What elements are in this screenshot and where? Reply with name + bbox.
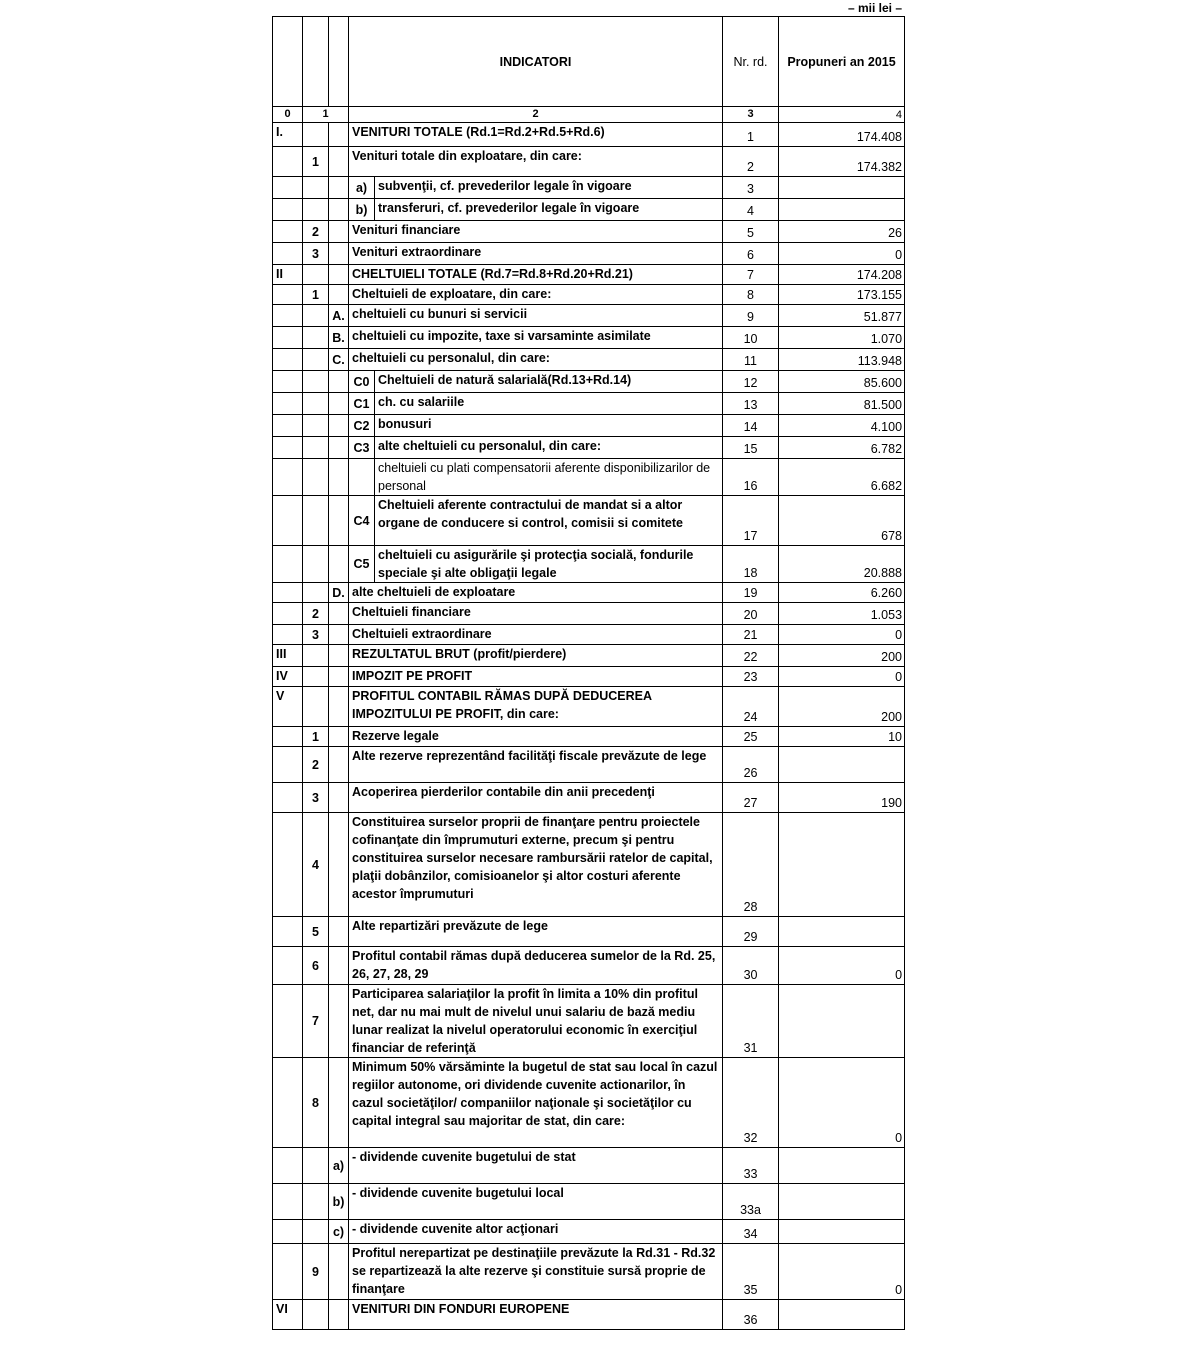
row-letter [329, 917, 349, 947]
row-letter [329, 645, 349, 667]
row-letter: b) [329, 1184, 349, 1220]
row-roman-numeral: I. [273, 123, 303, 147]
row-letter: a) [329, 1148, 349, 1184]
row-indicator-text: transferuri, cf. prevederilor legale în vigoare [375, 199, 723, 221]
row-nr-rd: 5 [723, 221, 779, 243]
row-roman-numeral [273, 285, 303, 305]
row-nr-rd: 10 [723, 327, 779, 349]
row-nr-rd: 32 [723, 1058, 779, 1148]
row-number: 9 [303, 1244, 329, 1300]
row-number: 6 [303, 947, 329, 985]
table-row [273, 747, 905, 783]
row-letter [329, 985, 349, 1058]
row-value: 678 [779, 496, 905, 546]
row-value: 81.500 [779, 393, 905, 415]
table-row [273, 1244, 905, 1300]
row-value: 85.600 [779, 371, 905, 393]
row-roman-numeral: II [273, 265, 303, 285]
row-value [779, 747, 905, 783]
row-number [303, 1184, 329, 1220]
col-index-3: 3 [723, 107, 779, 123]
row-sub-code: C5 [349, 546, 375, 583]
row-letter [329, 783, 349, 813]
row-nr-rd: 27 [723, 783, 779, 813]
row-letter [329, 147, 349, 177]
row-number [303, 415, 329, 437]
table-row [273, 985, 905, 1058]
row-indicator-text: alte cheltuieli cu personalul, din care: [375, 437, 723, 459]
row-roman-numeral [273, 437, 303, 459]
row-letter: C. [329, 349, 349, 371]
row-number [303, 305, 329, 327]
row-number [303, 1300, 329, 1330]
budget-table [272, 16, 905, 1330]
row-nr-rd: 15 [723, 437, 779, 459]
table-row [273, 625, 905, 645]
row-value: 20.888 [779, 546, 905, 583]
table-row [273, 496, 905, 546]
table-row [273, 147, 905, 177]
row-nr-rd: 30 [723, 947, 779, 985]
row-indicator-text: Cheltuieli extraordinare [349, 625, 723, 645]
row-number: 5 [303, 917, 329, 947]
row-roman-numeral [273, 917, 303, 947]
row-number: 8 [303, 1058, 329, 1148]
row-indicator-text: Cheltuieli de exploatare, din care: [349, 285, 723, 305]
table-row [273, 177, 905, 199]
col-index-2: 2 [349, 107, 723, 123]
row-letter [329, 1244, 349, 1300]
row-letter: c) [329, 1220, 349, 1244]
table-row [273, 783, 905, 813]
row-roman-numeral [273, 371, 303, 393]
row-roman-numeral [273, 327, 303, 349]
row-nr-rd: 33a [723, 1184, 779, 1220]
row-value: 26 [779, 221, 905, 243]
row-value: 0 [779, 947, 905, 985]
row-roman-numeral [273, 985, 303, 1058]
table-row [273, 1058, 905, 1148]
row-indicator-text: ch. cu salariile [375, 393, 723, 415]
row-number [303, 1220, 329, 1244]
row-indicator-text: Acoperirea pierderilor contabile din anii precedenţi [349, 783, 723, 813]
header-indicatori: INDICATORI [349, 17, 723, 107]
row-roman-numeral [273, 147, 303, 177]
row-roman-numeral [273, 947, 303, 985]
row-nr-rd: 28 [723, 813, 779, 917]
row-nr-rd: 22 [723, 645, 779, 667]
row-number [303, 583, 329, 603]
row-indicator-text: cheltuieli cu personalul, din care: [349, 349, 723, 371]
table-row [273, 459, 905, 496]
row-value [779, 985, 905, 1058]
row-indicator-text: IMPOZIT PE PROFIT [349, 667, 723, 687]
row-number [303, 437, 329, 459]
table-row [273, 415, 905, 437]
row-value: 174.208 [779, 265, 905, 285]
row-nr-rd: 31 [723, 985, 779, 1058]
row-letter [329, 177, 349, 199]
row-nr-rd: 23 [723, 667, 779, 687]
row-indicator-text: Venituri extraordinare [349, 243, 723, 265]
row-indicator-text: Constituirea surselor proprii de finanţare pentru proiectele cofinanţate din împrumuturi externe, precum şi pentru constituirea surselor necesare rambursării ratelor de capital, plaţii dobânzilor, comisioanelor şi altor costuri aferente acestor împrumuturi [349, 813, 723, 917]
row-indicator-text: - dividende cuvenite bugetului de stat [349, 1148, 723, 1184]
row-nr-rd: 6 [723, 243, 779, 265]
table-row [273, 727, 905, 747]
row-roman-numeral [273, 177, 303, 199]
row-value [779, 177, 905, 199]
row-nr-rd: 33 [723, 1148, 779, 1184]
row-number: 2 [303, 603, 329, 625]
row-number [303, 1148, 329, 1184]
row-letter [329, 265, 349, 285]
row-roman-numeral [273, 1184, 303, 1220]
row-nr-rd: 34 [723, 1220, 779, 1244]
row-indicator-text: Cheltuieli aferente contractului de mandat si a altor organe de conducere si control, comisii si comitete [375, 496, 723, 546]
row-nr-rd: 35 [723, 1244, 779, 1300]
row-nr-rd: 7 [723, 265, 779, 285]
table-row [273, 546, 905, 583]
row-roman-numeral [273, 727, 303, 747]
row-indicator-text: cheltuieli cu impozite, taxe si varsaminte asimilate [349, 327, 723, 349]
table-row [273, 1148, 905, 1184]
table-row [273, 221, 905, 243]
row-number [303, 349, 329, 371]
row-roman-numeral [273, 783, 303, 813]
row-nr-rd: 29 [723, 917, 779, 947]
row-value [779, 199, 905, 221]
row-nr-rd: 25 [723, 727, 779, 747]
row-nr-rd: 8 [723, 285, 779, 305]
row-letter [329, 546, 349, 583]
row-nr-rd: 24 [723, 687, 779, 727]
header-propuneri: Propuneri an 2015 [779, 17, 905, 107]
row-roman-numeral [273, 1220, 303, 1244]
row-nr-rd: 2 [723, 147, 779, 177]
table-row [273, 437, 905, 459]
col-index-0: 0 [273, 107, 303, 123]
table-row [273, 1184, 905, 1220]
row-letter [329, 437, 349, 459]
row-number: 1 [303, 285, 329, 305]
row-nr-rd: 19 [723, 583, 779, 603]
row-letter [329, 415, 349, 437]
budget-table-container [272, 16, 904, 1330]
row-indicator-text: cheltuieli cu plati compensatorii aferente disponibilizarilor de personal [375, 459, 723, 496]
row-value [779, 917, 905, 947]
row-nr-rd: 17 [723, 496, 779, 546]
table-row [273, 285, 905, 305]
row-indicator-text: VENITURI DIN FONDURI EUROPENE [349, 1300, 723, 1330]
col-index-1: 1 [303, 107, 349, 123]
row-roman-numeral: IV [273, 667, 303, 687]
row-letter [329, 603, 349, 625]
row-roman-numeral [273, 747, 303, 783]
row-sub-code: C4 [349, 496, 375, 546]
row-nr-rd: 36 [723, 1300, 779, 1330]
row-letter [329, 459, 349, 496]
row-roman-numeral [273, 393, 303, 415]
row-indicator-text: CHELTUIELI TOTALE (Rd.7=Rd.8+Rd.20+Rd.21) [349, 265, 723, 285]
row-letter [329, 371, 349, 393]
row-indicator-text: Cheltuieli de natură salarială(Rd.13+Rd.14) [375, 371, 723, 393]
row-value: 200 [779, 645, 905, 667]
row-roman-numeral [273, 305, 303, 327]
row-roman-numeral [273, 349, 303, 371]
row-number [303, 327, 329, 349]
row-value: 6.682 [779, 459, 905, 496]
table-row [273, 199, 905, 221]
row-letter [329, 625, 349, 645]
table-row [273, 583, 905, 603]
row-nr-rd: 20 [723, 603, 779, 625]
row-letter [329, 1058, 349, 1148]
table-row [273, 1220, 905, 1244]
row-nr-rd: 4 [723, 199, 779, 221]
row-nr-rd: 14 [723, 415, 779, 437]
table-row [273, 667, 905, 687]
row-number: 2 [303, 747, 329, 783]
row-indicator-text: bonusuri [375, 415, 723, 437]
row-sub-code: C0 [349, 371, 375, 393]
row-value: 51.877 [779, 305, 905, 327]
row-nr-rd: 1 [723, 123, 779, 147]
row-sub-code: C2 [349, 415, 375, 437]
row-roman-numeral [273, 1148, 303, 1184]
row-number [303, 393, 329, 415]
row-number [303, 177, 329, 199]
row-letter [329, 727, 349, 747]
row-indicator-text: Profitul contabil rămas după deducerea sumelor de la Rd. 25, 26, 27, 28, 29 [349, 947, 723, 985]
row-indicator-text: VENITURI TOTALE (Rd.1=Rd.2+Rd.5+Rd.6) [349, 123, 723, 147]
header-nr-rd: Nr. rd. [723, 17, 779, 107]
row-roman-numeral [273, 459, 303, 496]
column-index-row [273, 107, 905, 123]
row-value: 0 [779, 667, 905, 687]
row-nr-rd: 12 [723, 371, 779, 393]
row-indicator-text: Rezerve legale [349, 727, 723, 747]
row-number: 2 [303, 221, 329, 243]
row-nr-rd: 3 [723, 177, 779, 199]
row-roman-numeral [273, 243, 303, 265]
table-row [273, 393, 905, 415]
row-number: 3 [303, 783, 329, 813]
table-row [273, 687, 905, 727]
row-sub-code: C1 [349, 393, 375, 415]
row-letter [329, 947, 349, 985]
row-number: 1 [303, 727, 329, 747]
row-number [303, 645, 329, 667]
row-value: 10 [779, 727, 905, 747]
row-letter: A. [329, 305, 349, 327]
unit-label: – mii lei – [847, 1, 902, 15]
row-indicator-text: Venituri financiare [349, 221, 723, 243]
row-roman-numeral [273, 813, 303, 917]
row-number: 7 [303, 985, 329, 1058]
row-indicator-text: Alte rezerve reprezentând facilităţi fiscale prevăzute de lege [349, 747, 723, 783]
row-letter [329, 243, 349, 265]
row-value [779, 1300, 905, 1330]
row-letter [329, 667, 349, 687]
row-indicator-text: cheltuieli cu bunuri si servicii [349, 305, 723, 327]
row-letter [329, 123, 349, 147]
row-letter [329, 496, 349, 546]
table-row [273, 1300, 905, 1330]
row-nr-rd: 11 [723, 349, 779, 371]
table-row [273, 603, 905, 625]
row-letter [329, 393, 349, 415]
row-roman-numeral [273, 221, 303, 243]
row-value [779, 1148, 905, 1184]
row-value: 1.053 [779, 603, 905, 625]
row-sub-code: a) [349, 177, 375, 199]
row-indicator-text: Participarea salariaţilor la profit în limita a 10% din profitul net, dar nu mai mult de nivelul unui salariu de bază mediu lunar realizat la nivelul operatorului economic în exerciţiul financiar de referinţă [349, 985, 723, 1058]
row-sub-code: C3 [349, 437, 375, 459]
row-value: 0 [779, 1244, 905, 1300]
row-value: 0 [779, 625, 905, 645]
row-value: 113.948 [779, 349, 905, 371]
row-roman-numeral [273, 625, 303, 645]
row-indicator-text: PROFITUL CONTABIL RĂMAS DUPĂ DEDUCEREA IMPOZITULUI PE PROFIT, din care: [349, 687, 723, 727]
table-row [273, 349, 905, 371]
table-row [273, 123, 905, 147]
col-index-4: 4 [779, 107, 905, 123]
table-row [273, 327, 905, 349]
row-nr-rd: 18 [723, 546, 779, 583]
row-nr-rd: 21 [723, 625, 779, 645]
row-value [779, 1184, 905, 1220]
row-value: 173.155 [779, 285, 905, 305]
row-value: 0 [779, 243, 905, 265]
row-number [303, 459, 329, 496]
table-row [273, 947, 905, 985]
row-number: 1 [303, 147, 329, 177]
row-letter [329, 813, 349, 917]
row-nr-rd: 9 [723, 305, 779, 327]
table-row [273, 645, 905, 667]
row-number [303, 496, 329, 546]
row-letter [329, 221, 349, 243]
row-indicator-text: - dividende cuvenite bugetului local [349, 1184, 723, 1220]
row-value [779, 813, 905, 917]
row-indicator-text: cheltuieli cu asigurările şi protecţia socială, fondurile speciale şi alte obligaţii legale [375, 546, 723, 583]
row-number [303, 123, 329, 147]
row-roman-numeral [273, 583, 303, 603]
row-nr-rd: 16 [723, 459, 779, 496]
row-value: 6.260 [779, 583, 905, 603]
row-value: 174.408 [779, 123, 905, 147]
row-number [303, 546, 329, 583]
row-value: 4.100 [779, 415, 905, 437]
row-roman-numeral [273, 1058, 303, 1148]
table-row [273, 371, 905, 393]
row-indicator-text: alte cheltuieli de exploatare [349, 583, 723, 603]
row-roman-numeral: VI [273, 1300, 303, 1330]
row-number [303, 265, 329, 285]
row-number [303, 687, 329, 727]
table-row [273, 243, 905, 265]
row-indicator-text: subvenţii, cf. prevederilor legale în vigoare [375, 177, 723, 199]
row-indicator-text: Minimum 50% vărsăminte la bugetul de stat sau local în cazul regiilor autonome, ori dividende cuvenite actionarilor, în cazul societăţilor/ companiilor naţionale şi societăţilor cu capital integral sau majoritar de stat, din care: [349, 1058, 723, 1148]
row-number [303, 667, 329, 687]
row-indicator-text: Cheltuieli financiare [349, 603, 723, 625]
table-row [273, 265, 905, 285]
row-roman-numeral [273, 415, 303, 437]
row-number: 4 [303, 813, 329, 917]
row-letter [329, 687, 349, 727]
row-value: 190 [779, 783, 905, 813]
row-letter [329, 199, 349, 221]
row-letter [329, 285, 349, 305]
row-roman-numeral [273, 199, 303, 221]
row-value: 200 [779, 687, 905, 727]
row-letter [329, 1300, 349, 1330]
row-roman-numeral [273, 496, 303, 546]
table-row [273, 305, 905, 327]
row-nr-rd: 13 [723, 393, 779, 415]
row-value [779, 1220, 905, 1244]
row-letter: B. [329, 327, 349, 349]
row-letter [329, 747, 349, 783]
row-letter: D. [329, 583, 349, 603]
row-indicator-text: - dividende cuvenite altor acţionari [349, 1220, 723, 1244]
header-row [273, 17, 905, 107]
row-indicator-text: Alte repartizări prevăzute de lege [349, 917, 723, 947]
row-roman-numeral: III [273, 645, 303, 667]
row-indicator-text: REZULTATUL BRUT (profit/pierdere) [349, 645, 723, 667]
row-sub-code: b) [349, 199, 375, 221]
row-roman-numeral: V [273, 687, 303, 727]
row-roman-numeral [273, 546, 303, 583]
row-number [303, 371, 329, 393]
row-number: 3 [303, 625, 329, 645]
row-value: 6.782 [779, 437, 905, 459]
row-number [303, 199, 329, 221]
table-row [273, 917, 905, 947]
row-number: 3 [303, 243, 329, 265]
row-nr-rd: 26 [723, 747, 779, 783]
table-row [273, 813, 905, 917]
row-value: 0 [779, 1058, 905, 1148]
row-roman-numeral [273, 1244, 303, 1300]
row-roman-numeral [273, 603, 303, 625]
row-value: 174.382 [779, 147, 905, 177]
row-value: 1.070 [779, 327, 905, 349]
row-indicator-text: Venituri totale din exploatare, din care: [349, 147, 723, 177]
row-indicator-text: Profitul nerepartizat pe destinaţiile prevăzute la Rd.31 - Rd.32 se repartizează la alte rezerve şi constituie sursă proprie de finanţare [349, 1244, 723, 1300]
row-sub-code [349, 459, 375, 496]
